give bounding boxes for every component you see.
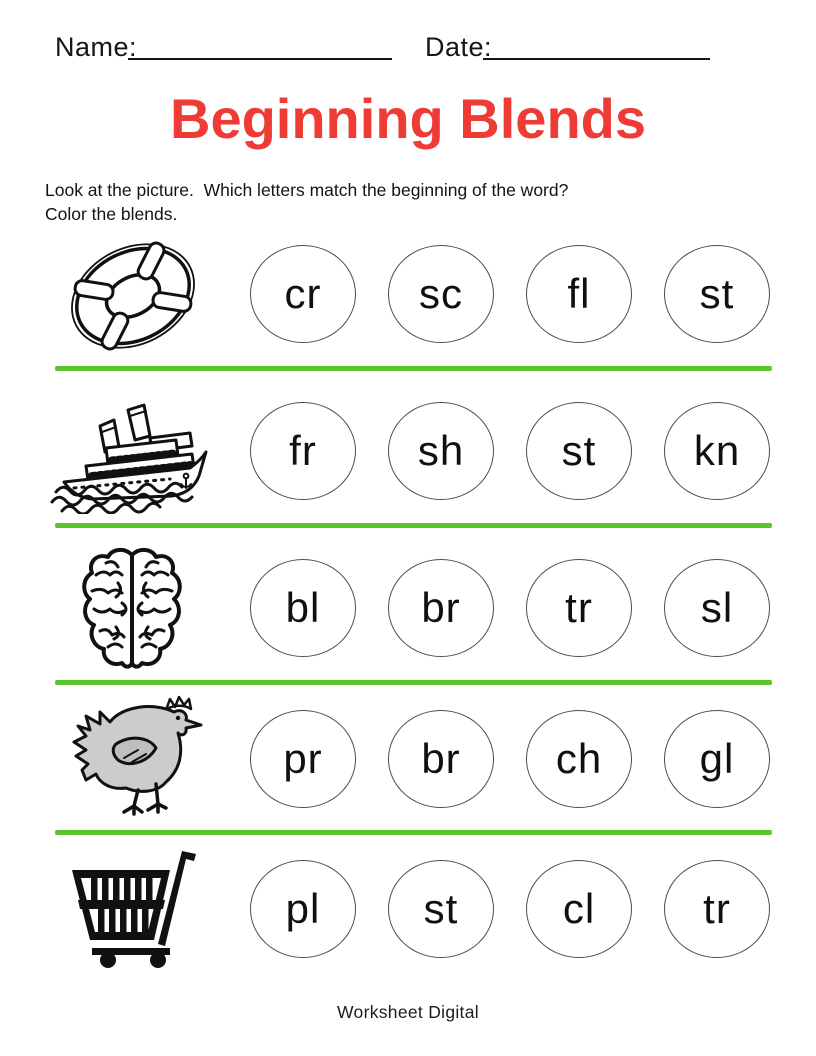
blend-option[interactable]: cl [526,860,632,958]
blend-option[interactable]: pl [250,860,356,958]
blend-row-ship [0,376,816,523]
instructions-line1: Look at the picture. Which letters match the beginning of the word? [45,180,569,200]
name-blank-line[interactable] [128,58,392,60]
footer-credit: Worksheet Digital [337,1002,479,1022]
row-divider [55,523,772,528]
blend-option[interactable]: kn [664,402,770,500]
date-blank-line[interactable] [483,58,710,60]
blend-option[interactable]: gl [664,710,770,808]
cruise-ship-image [50,392,210,514]
blend-option[interactable]: cr [250,245,356,343]
blend-option[interactable]: fl [526,245,632,343]
row-divider [55,680,772,685]
row-divider [55,830,772,835]
blend-option[interactable]: tr [526,559,632,657]
blend-option[interactable]: st [526,402,632,500]
blend-option[interactable]: pr [250,710,356,808]
blend-option[interactable]: fr [250,402,356,500]
blend-option[interactable]: tr [664,860,770,958]
blend-row-brain [0,533,816,680]
date-label: Date: [425,32,493,62]
chicken-image [58,692,208,818]
blend-option[interactable]: st [388,860,494,958]
blend-row-cart [0,840,816,985]
shopping-cart-image [62,848,200,968]
row-divider [55,366,772,371]
blend-option[interactable]: sh [388,402,494,500]
blend-option[interactable]: br [388,710,494,808]
blend-option[interactable]: sl [664,559,770,657]
blend-row-chicken [0,690,816,830]
instructions [45,178,776,226]
page-title: Beginning Blends [170,87,646,150]
blend-option[interactable]: bl [250,559,356,657]
instructions-line2: Color the blends. [45,204,178,225]
name-label: Name: [55,32,138,62]
blend-row-life-ring [0,232,816,366]
blend-option[interactable]: ch [526,710,632,808]
life-ring-image [58,235,208,357]
brain-image [82,543,182,669]
blend-option[interactable]: br [388,559,494,657]
blend-option[interactable]: st [664,245,770,343]
blend-option[interactable]: sc [388,245,494,343]
